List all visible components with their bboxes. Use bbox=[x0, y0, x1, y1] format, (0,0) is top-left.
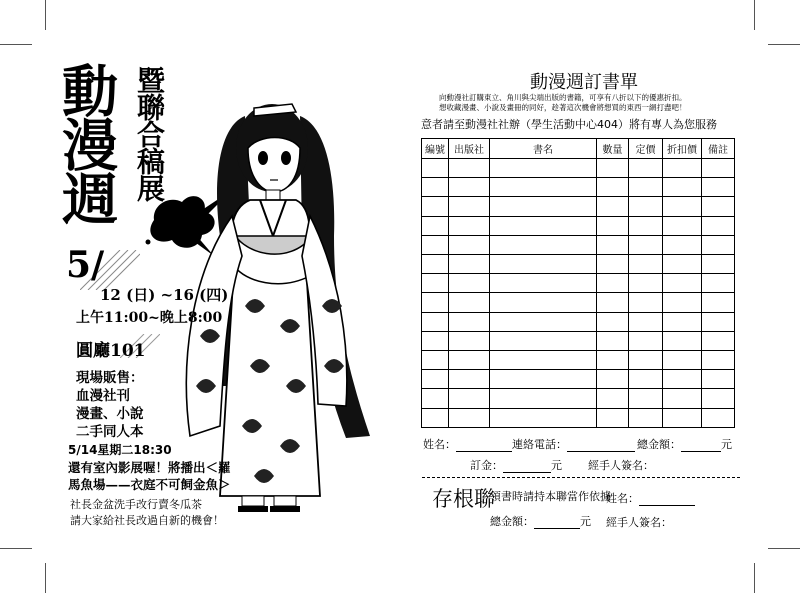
order-cell[interactable] bbox=[490, 216, 597, 235]
order-cell[interactable] bbox=[422, 408, 449, 427]
order-cell[interactable] bbox=[422, 312, 449, 331]
order-cell[interactable] bbox=[597, 331, 629, 350]
order-cell[interactable] bbox=[663, 370, 702, 389]
order-cell[interactable] bbox=[422, 274, 449, 293]
order-cell[interactable] bbox=[449, 370, 490, 389]
order-cell[interactable] bbox=[490, 197, 597, 216]
stub-note: 領書時請持本聯當作依據 bbox=[490, 490, 611, 503]
order-cell[interactable] bbox=[449, 312, 490, 331]
order-cell[interactable] bbox=[449, 178, 490, 197]
order-table bbox=[421, 138, 735, 428]
screening-line: 馬魚場——衣庭不可飼金魚＞ bbox=[68, 477, 231, 492]
stub-name-label: 姓名： bbox=[606, 492, 639, 505]
sale-item: 二手同人本 bbox=[76, 424, 144, 440]
order-cell[interactable] bbox=[597, 159, 629, 178]
order-cell[interactable] bbox=[597, 370, 629, 389]
order-cell[interactable] bbox=[663, 178, 702, 197]
column-header: 書名 bbox=[490, 139, 597, 159]
name-label: 姓名： bbox=[423, 438, 456, 451]
order-cell[interactable] bbox=[629, 312, 663, 331]
table-row bbox=[422, 408, 735, 427]
order-cell[interactable] bbox=[629, 216, 663, 235]
order-cell[interactable] bbox=[490, 274, 597, 293]
order-cell[interactable] bbox=[629, 351, 663, 370]
order-cell[interactable] bbox=[663, 216, 702, 235]
column-header: 編號 bbox=[422, 139, 449, 159]
order-cell[interactable] bbox=[702, 235, 735, 254]
order-cell[interactable] bbox=[449, 351, 490, 370]
order-cell[interactable] bbox=[663, 351, 702, 370]
table-row bbox=[422, 331, 735, 350]
name-field[interactable] bbox=[423, 436, 512, 452]
order-cell[interactable] bbox=[702, 274, 735, 293]
order-cell[interactable] bbox=[663, 408, 702, 427]
order-cell[interactable] bbox=[629, 408, 663, 427]
order-cell[interactable] bbox=[422, 216, 449, 235]
order-cell[interactable] bbox=[422, 351, 449, 370]
order-cell[interactable] bbox=[663, 255, 702, 274]
order-cell[interactable] bbox=[490, 293, 597, 312]
date-month: 5/ bbox=[66, 244, 105, 286]
table-header-row bbox=[422, 139, 735, 159]
order-cell[interactable] bbox=[702, 293, 735, 312]
stub-handler-label: 經手人簽名： bbox=[606, 516, 672, 529]
column-header: 數量 bbox=[597, 139, 629, 159]
order-cell[interactable] bbox=[702, 408, 735, 427]
stub-total-label: 總金額： bbox=[490, 515, 534, 528]
crop-mark bbox=[768, 548, 800, 549]
notice-line: 請大家給社長改過自新的機會！ bbox=[70, 514, 224, 527]
order-cell[interactable] bbox=[663, 389, 702, 408]
column-header: 定價 bbox=[629, 139, 663, 159]
order-cell[interactable] bbox=[629, 331, 663, 350]
order-cell[interactable] bbox=[490, 351, 597, 370]
order-cell[interactable] bbox=[663, 274, 702, 293]
order-cell[interactable] bbox=[449, 216, 490, 235]
order-cell[interactable] bbox=[490, 408, 597, 427]
order-cell[interactable] bbox=[702, 197, 735, 216]
order-cell[interactable] bbox=[663, 235, 702, 254]
order-cell[interactable] bbox=[629, 197, 663, 216]
order-cell[interactable] bbox=[422, 235, 449, 254]
table-row bbox=[422, 389, 735, 408]
poster-subtitle: 暨聯合稿展 bbox=[133, 66, 166, 201]
phone-field[interactable] bbox=[512, 436, 635, 452]
deposit-field[interactable] bbox=[470, 457, 562, 473]
table-row bbox=[422, 293, 735, 312]
crop-mark bbox=[0, 548, 32, 549]
form-intro: 向動漫社訂購東立、角川與尖端出版的書籍，可享有八折以下的優惠折扣。 bbox=[439, 93, 687, 102]
order-cell[interactable] bbox=[702, 255, 735, 274]
order-cell[interactable] bbox=[449, 255, 490, 274]
sale-item: 漫畫、小說 bbox=[76, 406, 144, 422]
order-cell[interactable] bbox=[597, 255, 629, 274]
table-row bbox=[422, 178, 735, 197]
total-label: 總金額： bbox=[637, 438, 681, 451]
order-cell[interactable] bbox=[597, 216, 629, 235]
column-header: 出版社 bbox=[449, 139, 490, 159]
order-cell[interactable] bbox=[422, 255, 449, 274]
yuan-label: 元 bbox=[551, 459, 562, 472]
stub-label: 存根聯 bbox=[432, 487, 495, 511]
event-venue: 圓廳101 bbox=[76, 341, 146, 361]
order-cell[interactable] bbox=[597, 389, 629, 408]
table-row bbox=[422, 159, 735, 178]
stub-handler-signature-field[interactable] bbox=[606, 514, 672, 530]
order-cell[interactable] bbox=[702, 389, 735, 408]
order-cell[interactable] bbox=[490, 370, 597, 389]
order-cell[interactable] bbox=[422, 389, 449, 408]
order-cell[interactable] bbox=[449, 331, 490, 350]
order-cell[interactable] bbox=[629, 178, 663, 197]
stub-total-field[interactable] bbox=[490, 513, 591, 529]
order-cell[interactable] bbox=[702, 312, 735, 331]
screening-line: 還有室內影展喔！將播出＜羅 bbox=[68, 460, 231, 475]
order-cell[interactable] bbox=[663, 331, 702, 350]
order-cell[interactable] bbox=[422, 197, 449, 216]
order-cell[interactable] bbox=[449, 235, 490, 254]
handler-label: 經手人簽名： bbox=[588, 459, 654, 472]
table-row bbox=[422, 312, 735, 331]
order-cell[interactable] bbox=[490, 178, 597, 197]
table-row bbox=[422, 216, 735, 235]
total-field[interactable] bbox=[637, 436, 732, 452]
column-header: 折扣價 bbox=[663, 139, 702, 159]
form-intro: 想收藏漫畫、小說及畫冊的同好，趁著這次機會將想買的東西一網打盡吧！ bbox=[439, 103, 687, 112]
order-cell[interactable] bbox=[490, 235, 597, 254]
order-cell[interactable] bbox=[422, 370, 449, 389]
table-row bbox=[422, 351, 735, 370]
order-cell[interactable] bbox=[597, 274, 629, 293]
tear-line bbox=[422, 477, 740, 478]
table-row bbox=[422, 255, 735, 274]
order-cell[interactable] bbox=[597, 293, 629, 312]
order-cell[interactable] bbox=[702, 351, 735, 370]
order-cell[interactable] bbox=[449, 274, 490, 293]
order-cell[interactable] bbox=[702, 178, 735, 197]
order-cell[interactable] bbox=[663, 293, 702, 312]
order-cell[interactable] bbox=[702, 159, 735, 178]
order-cell[interactable] bbox=[629, 293, 663, 312]
order-cell[interactable] bbox=[597, 351, 629, 370]
order-cell[interactable] bbox=[629, 274, 663, 293]
crop-mark bbox=[754, 0, 755, 30]
order-cell[interactable] bbox=[490, 312, 597, 331]
sale-item: 血漫社刊 bbox=[76, 388, 130, 404]
order-cell[interactable] bbox=[629, 255, 663, 274]
crop-mark bbox=[754, 563, 755, 593]
crop-mark bbox=[0, 44, 32, 45]
notice-line: 社長金盆洗手改行賣冬瓜茶 bbox=[70, 498, 202, 511]
order-cell[interactable] bbox=[449, 293, 490, 312]
order-cell[interactable] bbox=[449, 389, 490, 408]
order-cell[interactable] bbox=[663, 312, 702, 331]
order-cell[interactable] bbox=[490, 255, 597, 274]
order-cell[interactable] bbox=[597, 197, 629, 216]
date-days: 12 (日) ~16 (四) bbox=[100, 286, 229, 304]
crop-mark bbox=[45, 563, 46, 593]
handler-signature-field[interactable] bbox=[588, 457, 654, 473]
order-cell[interactable] bbox=[702, 216, 735, 235]
yuan-label: 元 bbox=[721, 438, 732, 451]
order-cell[interactable] bbox=[490, 389, 597, 408]
order-cell[interactable] bbox=[597, 178, 629, 197]
order-cell[interactable] bbox=[702, 370, 735, 389]
order-cell[interactable] bbox=[490, 331, 597, 350]
column-header: 備註 bbox=[702, 139, 735, 159]
order-cell[interactable] bbox=[702, 331, 735, 350]
table-row bbox=[422, 235, 735, 254]
order-cell[interactable] bbox=[597, 312, 629, 331]
order-cell[interactable] bbox=[422, 331, 449, 350]
deposit-label: 訂金： bbox=[470, 459, 503, 472]
order-table-body bbox=[422, 159, 735, 428]
order-cell[interactable] bbox=[422, 293, 449, 312]
order-cell[interactable] bbox=[490, 159, 597, 178]
yuan-label: 元 bbox=[580, 515, 591, 528]
poster-title: 動漫週 bbox=[53, 62, 119, 224]
order-cell[interactable] bbox=[597, 235, 629, 254]
sale-header: 現場販售： bbox=[76, 370, 144, 386]
crop-mark bbox=[768, 44, 800, 45]
contact-note: 意者請至動漫社社辦（學生活動中心404）將有專人為您服務 bbox=[421, 118, 717, 131]
table-row bbox=[422, 197, 735, 216]
order-cell[interactable] bbox=[629, 389, 663, 408]
order-cell[interactable] bbox=[422, 178, 449, 197]
order-cell[interactable] bbox=[629, 235, 663, 254]
order-cell[interactable] bbox=[629, 370, 663, 389]
form-title: 動漫週訂書單 bbox=[530, 72, 638, 93]
crop-mark bbox=[45, 0, 46, 30]
order-cell[interactable] bbox=[663, 159, 702, 178]
order-cell[interactable] bbox=[663, 197, 702, 216]
stub-name-field[interactable] bbox=[606, 490, 695, 506]
phone-label: 連絡電話： bbox=[512, 438, 567, 451]
order-cell[interactable] bbox=[449, 408, 490, 427]
order-cell[interactable] bbox=[597, 408, 629, 427]
table-row bbox=[422, 370, 735, 389]
order-cell[interactable] bbox=[449, 159, 490, 178]
order-cell[interactable] bbox=[449, 197, 490, 216]
screening-date: 5/14星期二18:30 bbox=[68, 443, 172, 457]
order-cell[interactable] bbox=[422, 159, 449, 178]
order-cell[interactable] bbox=[629, 159, 663, 178]
table-row bbox=[422, 274, 735, 293]
event-time: 上午11:00~晚上8:00 bbox=[76, 310, 223, 326]
